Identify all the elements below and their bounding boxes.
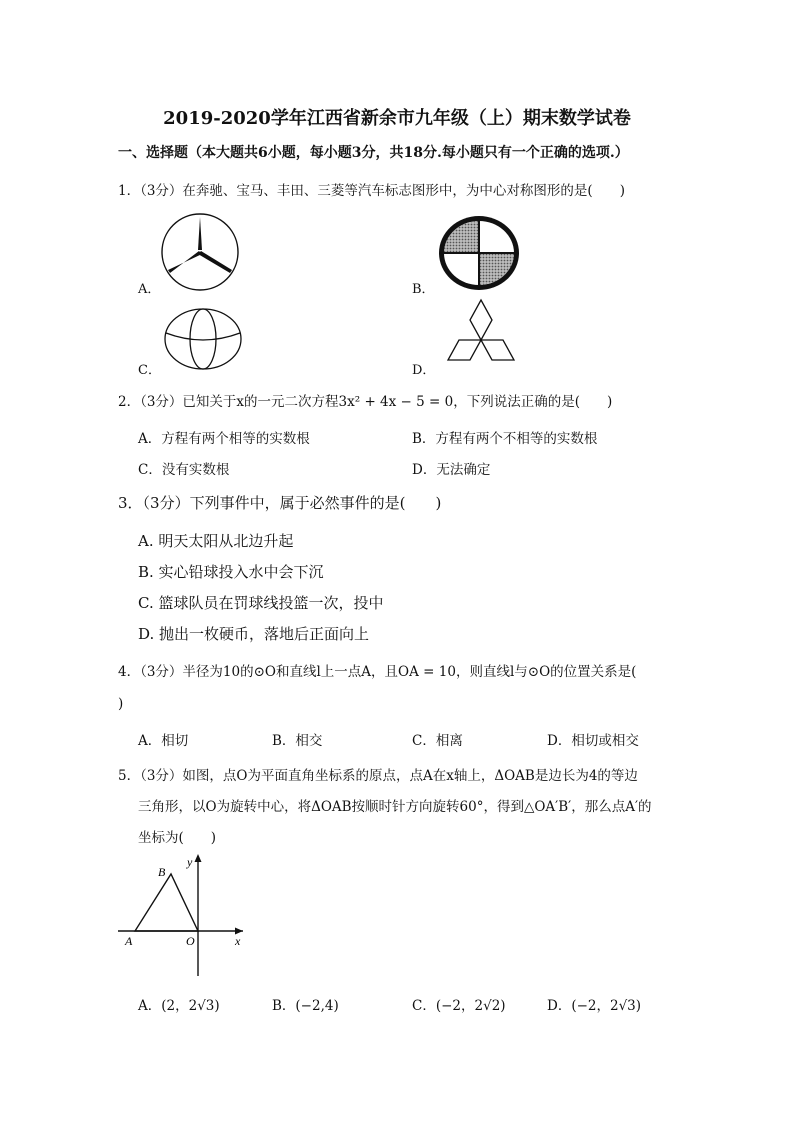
point-o-label: O: [186, 934, 195, 948]
question-5-text-line1: 5．（3分）如图，点O为平面直角坐标系的原点，点A在x轴上，ΔOAB是边长为4的等边: [118, 768, 638, 784]
q5-option-a: A．(2，2√3): [138, 998, 220, 1014]
q4-option-d: D．相切或相交: [547, 733, 639, 749]
q2-option-b: B．方程有两个不相等的实数根: [412, 431, 598, 447]
q4-option-a: A．相切: [138, 733, 189, 749]
section-heading: 一、选择题（本大题共6小题，每小题3分，共18分.每小题只有一个正确的选项.）: [118, 145, 629, 161]
q3-option-d: D. 抛出一枚硬币，落地后正面向上: [138, 625, 370, 643]
question-3-text: 3．（3分）下列事件中，属于必然事件的是( ): [118, 494, 442, 512]
q1-option-a-label: A．: [138, 282, 161, 297]
q5-option-d: D．(−2，2√3): [547, 998, 642, 1014]
toyota-logo-figure: [163, 305, 243, 373]
q4-option-c: C．相离: [412, 733, 463, 749]
q2-option-d: D．无法确定: [412, 462, 491, 478]
page-title: 2019-2020学年江西省新余市九年级（上）期末数学试卷: [163, 108, 631, 129]
mercedes-logo-figure: [160, 212, 240, 292]
question-5-text-line2: 三角形，以O为旋转中心，将ΔOAB按顺时针方向旋转60°，得到△OA′B′，那么点A′的: [138, 799, 652, 815]
q3-option-b: B. 实心铅球投入水中会下沉: [138, 563, 324, 581]
y-axis-label: y: [187, 855, 193, 869]
x-axis-label: x: [235, 934, 241, 948]
q2-option-a: A．方程有两个相等的实数根: [138, 431, 310, 447]
q1-option-d-label: D．: [412, 363, 436, 378]
point-b-label: B: [158, 865, 166, 879]
q3-option-c: C. 篮球队员在罚球线投篮一次，投中: [138, 594, 384, 612]
q5-option-c: C．(−2，2√2): [412, 998, 506, 1014]
q3-option-a: A. 明天太阳从北边升起: [138, 532, 294, 550]
q1-option-b-label: B．: [412, 282, 435, 297]
question-5-text-line3: 坐标为( ): [138, 830, 217, 846]
coordinate-triangle-figure: [118, 852, 253, 980]
question-4-text-line1: 4．（3分）半径为10的⊙O和直线l上一点A，且OA = 10，则直线l与⊙O的位置关系是(: [118, 664, 637, 680]
q2-option-c: C．没有实数根: [138, 462, 230, 478]
question-4-text-line2: ): [118, 696, 124, 712]
mitsubishi-logo-figure: [437, 298, 525, 372]
point-a-label: A: [125, 934, 133, 948]
question-1-text: 1．（3分）在奔驰、宝马、丰田、三菱等汽车标志图形中，为中心对称图形的是( ): [118, 183, 625, 199]
q4-option-b: B．相交: [272, 733, 323, 749]
q5-option-b: B．(−2,4): [272, 998, 339, 1014]
question-2-text: 2．（3分）已知关于x的一元二次方程3x² + 4x − 5 = 0，下列说法正确的是( ): [118, 394, 613, 410]
bmw-logo-figure: [437, 214, 521, 292]
q1-option-c-label: C．: [138, 363, 161, 378]
